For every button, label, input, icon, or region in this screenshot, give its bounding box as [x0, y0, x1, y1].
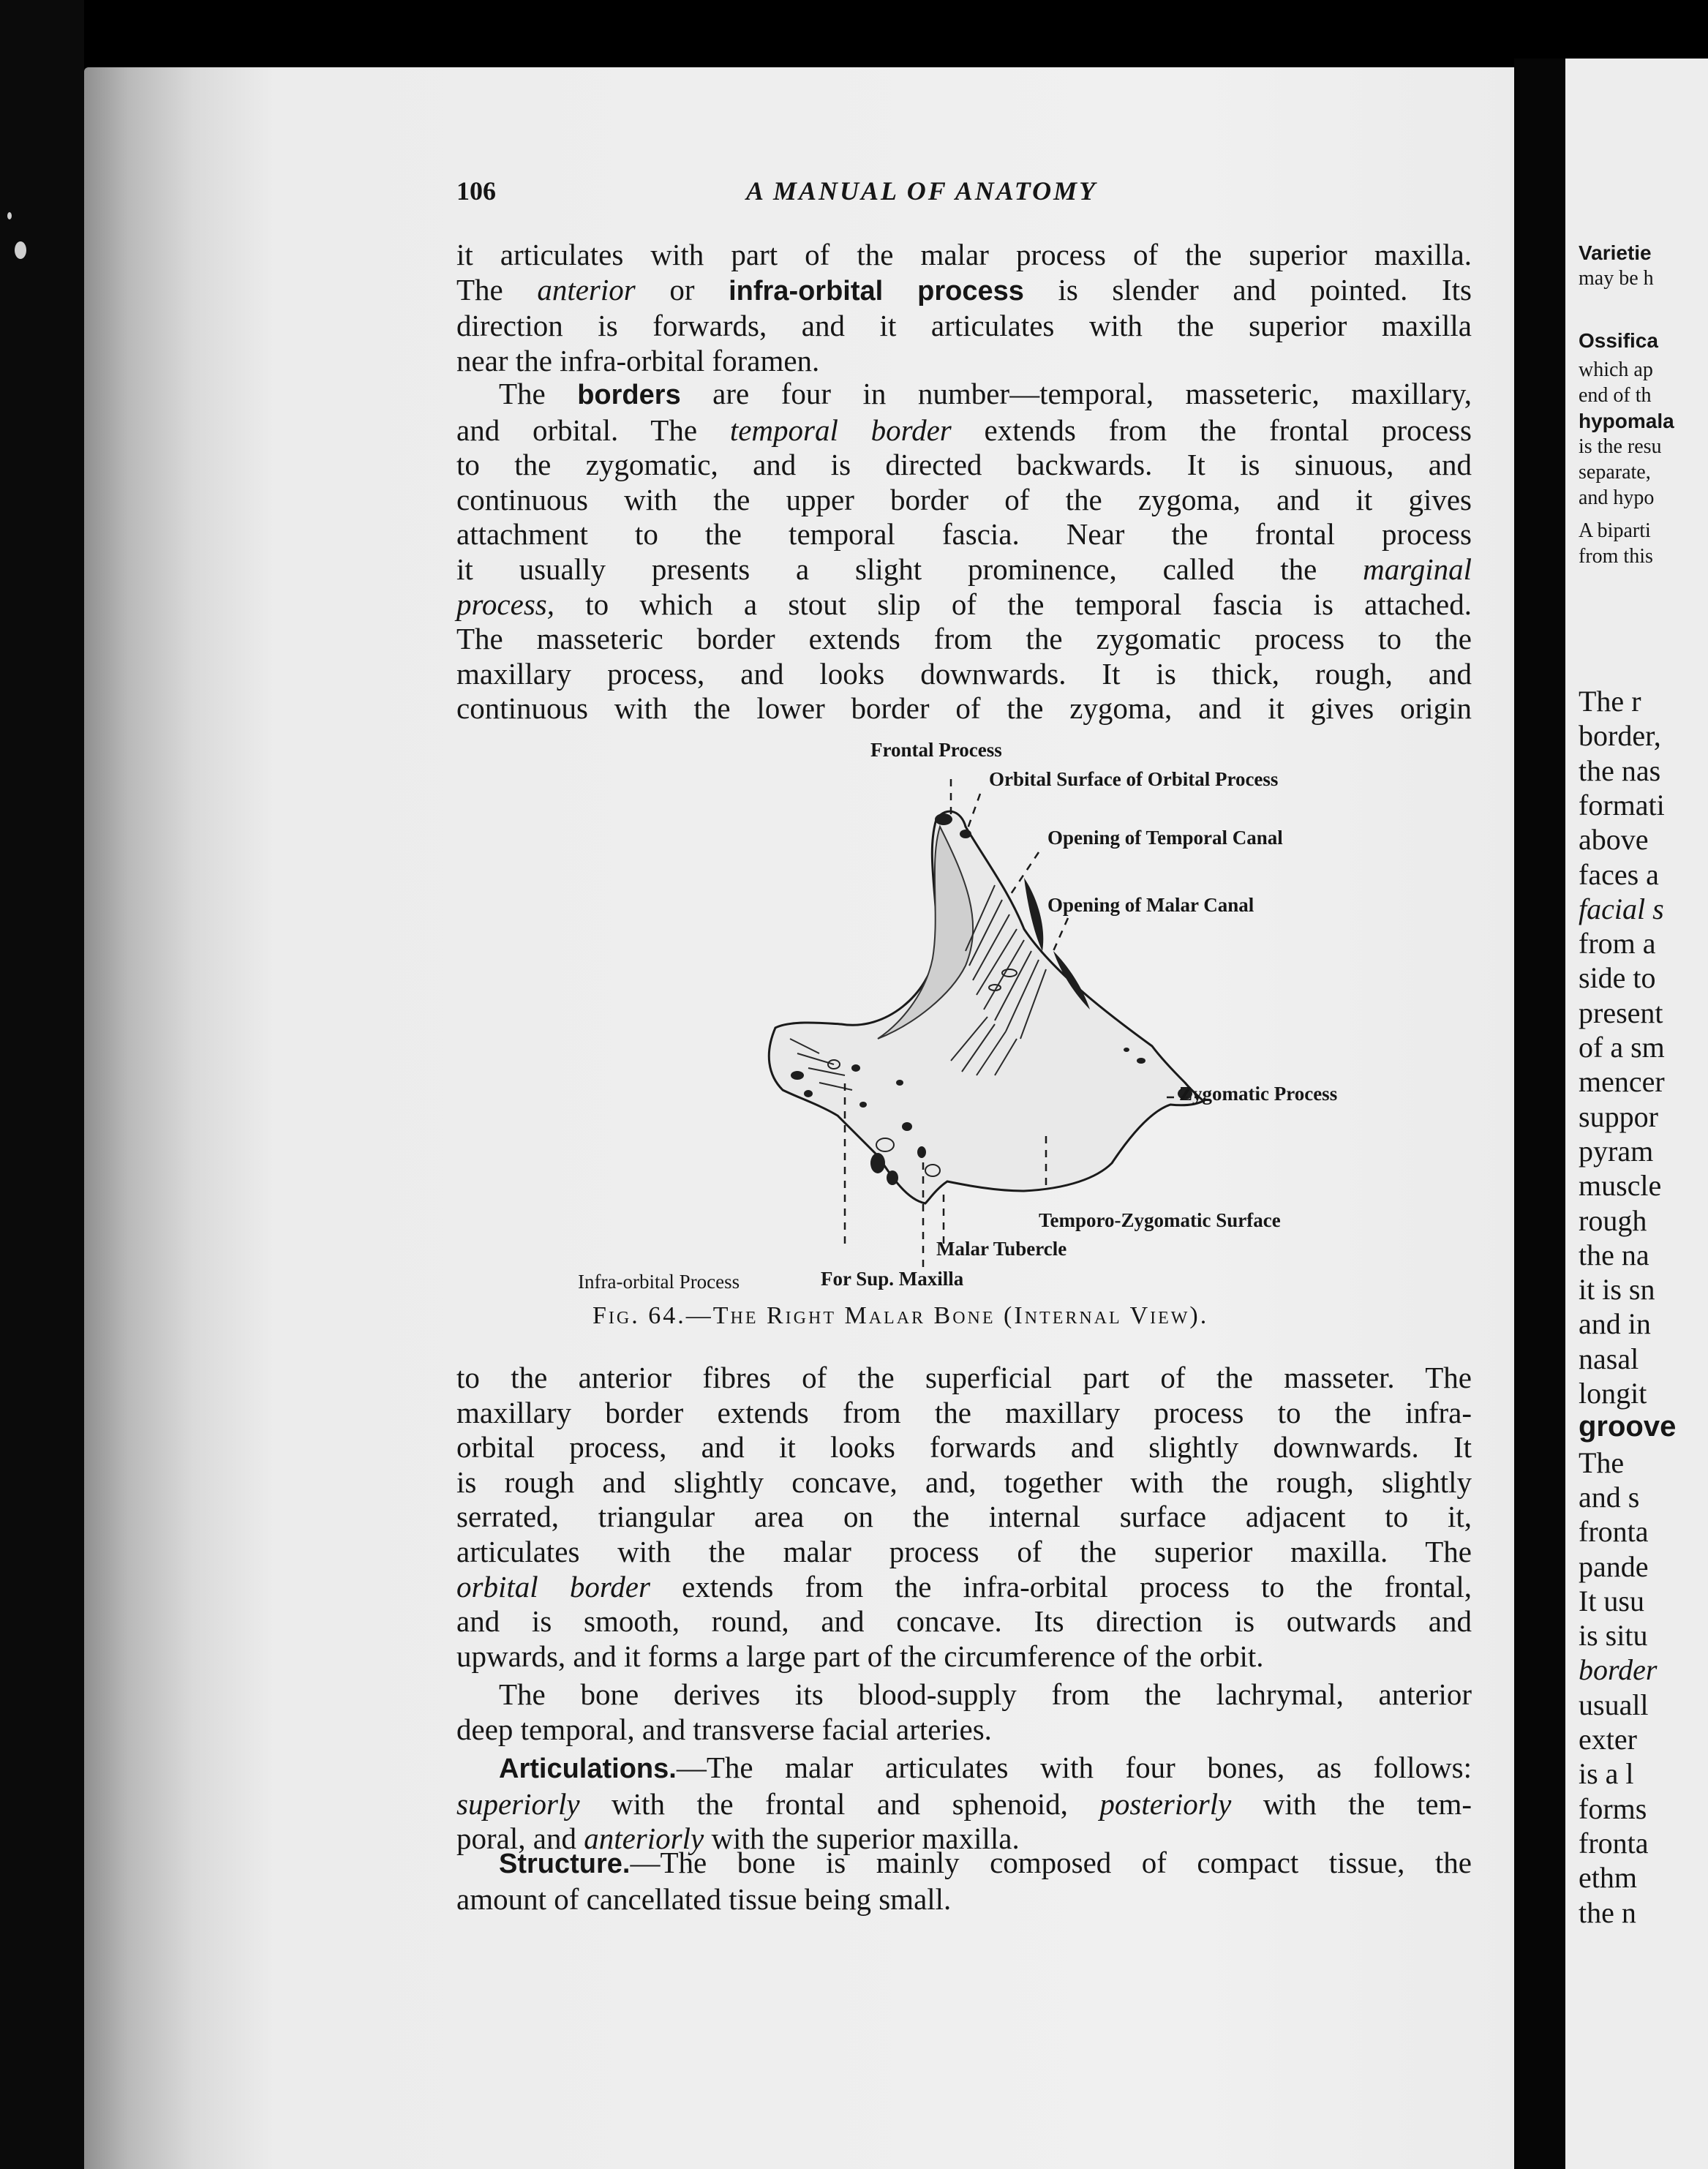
adjacent-page-line: ethm — [1579, 1861, 1637, 1895]
text-line: and orbital. The temporal border extends from the frontal process — [456, 413, 1472, 447]
paragraph-structure — [456, 1846, 1472, 1917]
text-line: The bone derives its blood-supply from the lachrymal, anterior — [499, 1677, 1472, 1711]
adjacent-page-line: and s — [1579, 1480, 1640, 1514]
label-frontal-process: Frontal Process — [870, 739, 1002, 761]
text-line: maxillary border extends from the maxillary process to the infra- — [456, 1395, 1472, 1429]
adjacent-page-line: Ossifica — [1579, 329, 1658, 352]
text-line: to the anterior fibres of the superficial part of the masseter. The — [456, 1361, 1472, 1394]
adjacent-page-line: rough — [1579, 1203, 1647, 1237]
figure-caption: Fig. 64.—The Right Malar Bone (Internal View). — [592, 1302, 1209, 1329]
text-line: serrated, triangular area on the internal surface adjacent to it, — [456, 1500, 1472, 1534]
adjacent-page-line: the n — [1579, 1895, 1636, 1929]
adjacent-page-line: and in — [1579, 1307, 1651, 1341]
adjacent-page-line: is a l — [1579, 1757, 1634, 1791]
adjacent-page-line: The — [1579, 1446, 1625, 1479]
text-line: Articulations.—The malar articulates with four bones, as follows: — [499, 1751, 1472, 1784]
text-line: The masseteric border extends from the zygomatic process to the — [456, 622, 1472, 656]
text-line: attachment to the temporal fascia. Near the frontal process — [456, 517, 1472, 552]
adjacent-page-line: formati — [1579, 788, 1665, 822]
text-line: maxillary process, and looks downwards. It is thick, rough, and — [456, 656, 1472, 691]
label-for-sup-maxilla: For Sup. Maxilla — [821, 1268, 964, 1290]
adjacent-page-line: faces a — [1579, 857, 1659, 891]
text-line: is rough and slightly concave, and, together with the rough, slightly — [456, 1465, 1472, 1499]
adjacent-page-line: suppor — [1579, 1099, 1658, 1133]
adjacent-page-line: may be h — [1579, 267, 1654, 290]
text-line: superiorly with the frontal and sphenoid, posteriorly with the tem- — [456, 1786, 1472, 1821]
text-line: deep temporal, and transverse facial arteries. — [456, 1712, 992, 1746]
text-line: near the infra-orbital foramen. — [456, 343, 820, 377]
text-line: The anterior or infra-orbital process is slender and pointed. Its — [456, 272, 1472, 307]
adjacent-page-line: Varietie — [1579, 241, 1652, 264]
text-line: orbital process, and it looks forwards and slightly downwards. It — [456, 1430, 1472, 1465]
text-line: it usually presents a slight prominence, called the marginal — [456, 552, 1472, 586]
adjacent-page-line: The r — [1579, 685, 1641, 718]
label-zygomatic-process: Zygomatic Process — [1179, 1083, 1338, 1105]
figure-malar-bone — [556, 732, 1382, 1309]
adjacent-page-line: usuall — [1579, 1688, 1649, 1721]
label-orbital-surface: Orbital Surface of Orbital Process — [989, 768, 1279, 790]
adjacent-page-line: A biparti — [1579, 519, 1651, 542]
text-line: direction is forwards, and it articulates with the superior maxilla — [456, 309, 1472, 343]
adjacent-page-line: which ap — [1579, 358, 1653, 381]
adjacent-page-line: pande — [1579, 1549, 1649, 1583]
label-malar-canal: Opening of Malar Canal — [1047, 894, 1254, 916]
adjacent-page-line: and hypo — [1579, 486, 1655, 509]
text-line: process, to which a stout slip of the temporal fascia is attached. — [456, 587, 1472, 621]
adjacent-page-line: hypomala — [1579, 410, 1674, 432]
adjacent-page-line: the nas — [1579, 753, 1661, 787]
text-line: continuous with the lower border of the zygoma, and it gives origin — [456, 691, 1472, 726]
adjacent-page-line: groove — [1579, 1410, 1677, 1443]
book-gutter — [1514, 59, 1565, 2169]
scan-speck — [7, 212, 12, 219]
paragraph-infra-orbital-process — [456, 238, 1472, 378]
adjacent-page-line: above — [1579, 823, 1649, 857]
paragraph-borders — [456, 377, 1472, 726]
adjacent-page-line: present — [1579, 996, 1663, 1029]
adjacent-page-line: It usu — [1579, 1584, 1644, 1617]
adjacent-page-line: facial s — [1579, 892, 1664, 925]
text-line: The borders are four in number—temporal, masseteric, maxillary, — [499, 377, 1472, 410]
page-number: 106 — [456, 176, 496, 206]
text-line: continuous with the upper border of the zygoma, and it gives — [456, 482, 1472, 516]
text-line: orbital border extends from the infra-orbital process to the frontal, — [456, 1569, 1472, 1604]
label-temporal-canal: Opening of Temporal Canal — [1047, 827, 1283, 849]
label-infra-orbital-process: Infra-orbital Process — [578, 1271, 740, 1293]
adjacent-page-line: muscle — [1579, 1169, 1662, 1203]
adjacent-page-line: border, — [1579, 719, 1661, 753]
adjacent-page-line: nasal — [1579, 1342, 1639, 1375]
text-line: articulates with the malar process of the superior maxilla. The — [456, 1534, 1472, 1568]
adjacent-page-line: pyram — [1579, 1134, 1654, 1168]
adjacent-page-cropped — [1565, 59, 1708, 2169]
scan-left-strip — [0, 0, 84, 2169]
label-temporo-zygomatic-surface: Temporo-Zygomatic Surface — [1039, 1209, 1281, 1231]
adjacent-page-line: from this — [1579, 545, 1653, 568]
text-line: it articulates with part of the malar process of the superior maxilla. — [456, 238, 1472, 271]
text-line: poral, and anteriorly with the superior maxilla. — [456, 1822, 1020, 1856]
adjacent-page-line: the na — [1579, 1238, 1649, 1271]
adjacent-page-line: forms — [1579, 1792, 1647, 1825]
adjacent-page-line: separate, — [1579, 461, 1651, 484]
adjacent-page-line: it is sn — [1579, 1273, 1655, 1307]
adjacent-page-line: from a — [1579, 927, 1656, 961]
text-line: Structure.—The bone is mainly composed of compact tissue, the — [499, 1846, 1472, 1879]
paragraph-blood-supply — [456, 1677, 1472, 1747]
label-malar-tubercle: Malar Tubercle — [936, 1238, 1067, 1260]
adjacent-page-line: side to — [1579, 961, 1656, 995]
adjacent-page-line: mencer — [1579, 1065, 1665, 1099]
text-line: amount of cancellated tissue being small. — [456, 1882, 952, 1916]
text-line: to the zygomatic, and is directed backwards. It is sinuous, and — [456, 448, 1472, 482]
adjacent-page-line: longit — [1579, 1377, 1647, 1410]
adjacent-page-line: of a sm — [1579, 1031, 1665, 1064]
running-title: A MANUAL OF ANATOMY — [746, 176, 1098, 206]
paragraph-maxillary-orbital-border — [456, 1361, 1472, 1674]
scan-speck — [15, 241, 26, 259]
adjacent-page-line: end of th — [1579, 384, 1652, 407]
adjacent-page-line: is the resu — [1579, 435, 1662, 458]
text-line: and is smooth, round, and concave. Its direction is outwards and — [456, 1604, 1472, 1639]
paragraph-articulations — [456, 1751, 1472, 1857]
adjacent-page-line: fronta — [1579, 1515, 1649, 1549]
adjacent-page-line: border — [1579, 1653, 1658, 1687]
adjacent-page-line: exter — [1579, 1723, 1637, 1756]
adjacent-page-line: is situ — [1579, 1619, 1648, 1653]
adjacent-page-line: fronta — [1579, 1826, 1649, 1860]
text-line: upwards, and it forms a large part of the circumference of the orbit. — [456, 1639, 1264, 1673]
